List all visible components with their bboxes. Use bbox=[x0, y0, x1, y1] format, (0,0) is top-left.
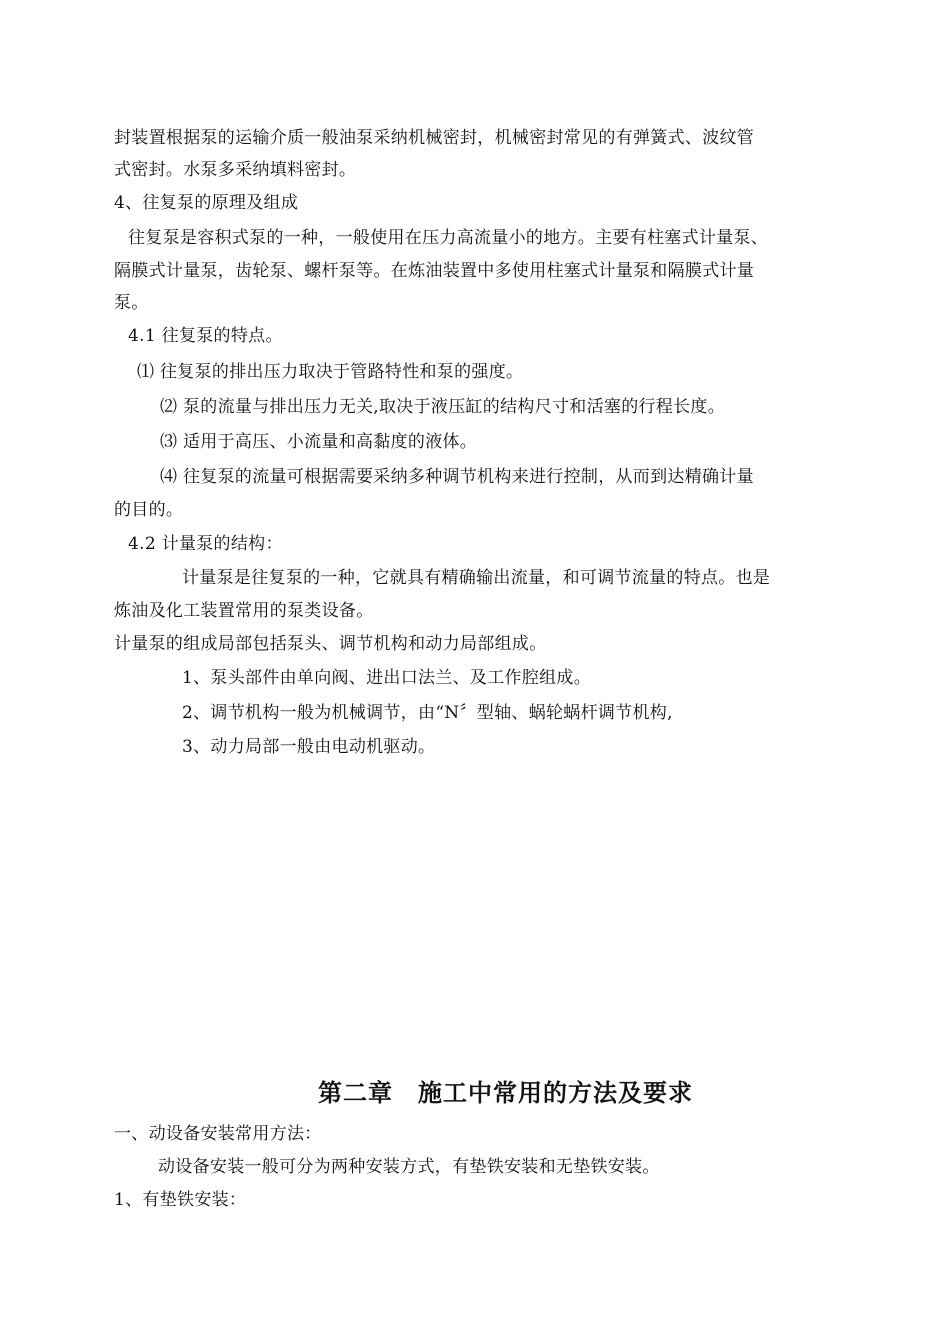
paragraph-line: 隔膜式计量泵，齿轮泵、螺杆泵等。在炼油装置中多使用柱塞式计量泵和隔膜式计量 bbox=[114, 261, 755, 281]
list-item: ⑵ 泵的流量与排出压力无关,取决于液压缸的结构尺寸和活塞的行程长度。 bbox=[160, 397, 726, 417]
list-item: 2、调节机构一般为机械调节，由“N〞型轴、蜗轮蜗杆调节机构, bbox=[182, 703, 673, 723]
list-item: 1、泵头部件由单向阀、进出口法兰、及工作腔组成。 bbox=[182, 668, 592, 688]
subsection-heading: 1、有垫铁安装： bbox=[114, 1190, 247, 1210]
paragraph-line: 计量泵是往复泵的一种，它就具有精确输出流量，和可调节流量的特点。也是 bbox=[182, 568, 771, 588]
paragraph-line: 封装置根据泵的运输介质一般油泵采纳机械密封，机械密封常见的有弹簧式、波纹管 bbox=[114, 128, 755, 148]
paragraph-line: 的目的。 bbox=[114, 500, 184, 520]
paragraph-line: 泵。 bbox=[114, 293, 149, 313]
paragraph-line: 往复泵是容积式泵的一种，一般使用在压力高流量小的地方。主要有柱塞式计量泵、 bbox=[128, 228, 769, 248]
paragraph-line: 计量泵的组成局部包括泵头、调节机构和动力局部组成。 bbox=[114, 634, 547, 654]
list-item: ⑴ 往复泵的排出压力取决于管路特性和泵的强度。 bbox=[137, 362, 524, 382]
list-item: 3、动力局部一般由电动机驱动。 bbox=[182, 737, 436, 757]
paragraph-line: 炼油及化工装置常用的泵类设备。 bbox=[114, 601, 374, 621]
list-item: ⑷ 往复泵的流量可根据需要采纳多种调节机构来进行控制，从而到达精确计量 bbox=[160, 467, 754, 487]
subsection-heading: 4.2 计量泵的结构： bbox=[128, 534, 283, 554]
chapter-title: 第二章 施工中常用的方法及要求 bbox=[318, 1078, 693, 1107]
subsection-heading: 4.1 往复泵的特点。 bbox=[128, 326, 283, 346]
section-heading: 4、往复泵的原理及组成 bbox=[114, 193, 299, 213]
section-heading: 一、动设备安装常用方法： bbox=[114, 1124, 322, 1144]
list-item: ⑶ 适用于高压、小流量和高黏度的液体。 bbox=[160, 432, 478, 452]
paragraph-line: 式密封。水泵多采纳填料密封。 bbox=[114, 160, 357, 180]
paragraph-line: 动设备安装一般可分为两种安装方式，有垫铁安装和无垫铁安装。 bbox=[158, 1157, 660, 1177]
